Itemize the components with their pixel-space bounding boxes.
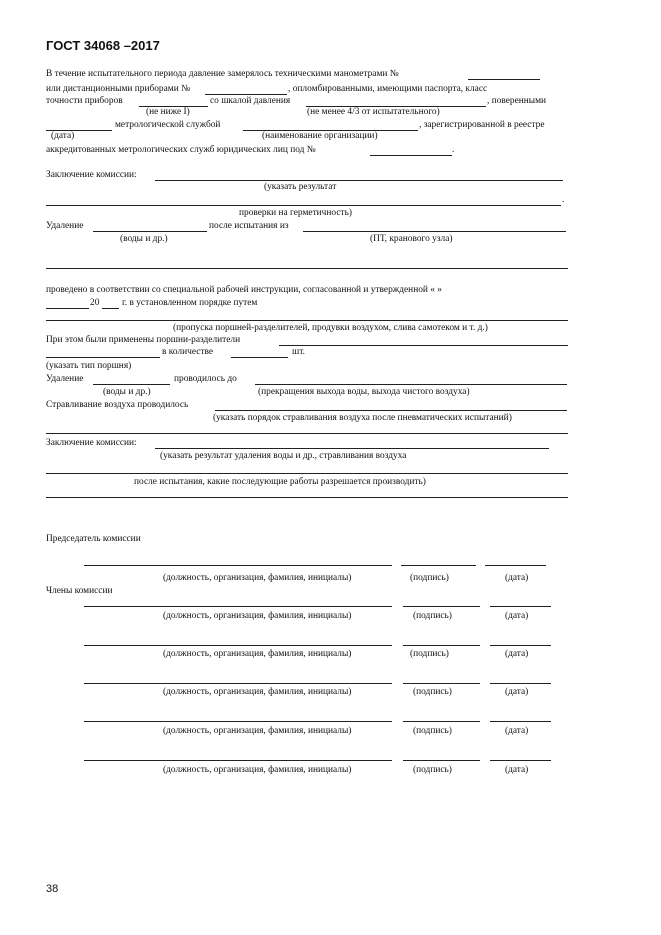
member-3-position-field[interactable] (84, 683, 392, 684)
member-5-date-field[interactable] (490, 760, 551, 761)
chairman-position-field[interactable] (84, 565, 392, 566)
procedure-month-field[interactable] (46, 308, 89, 309)
pressure-line-3c: , поверенными (487, 96, 547, 106)
registry-number-field[interactable] (370, 155, 452, 156)
conclusion-1-field-a[interactable] (155, 180, 563, 181)
pressure-line-4a: метрологической службой (115, 120, 221, 130)
air-release-extra-field[interactable] (46, 433, 568, 434)
conclusion-1-label: Заключение комиссии: (46, 170, 137, 180)
conclusion-2-field-a[interactable] (155, 448, 549, 449)
removal-extra-field[interactable] (46, 268, 568, 269)
chairman-hint-date: (дата) (505, 573, 529, 583)
procedure-method-field[interactable] (46, 320, 568, 321)
member-3-hint-position: (должность, организация, фамилия, инициалы) (163, 687, 352, 697)
hint-water: (воды и др.) (120, 234, 168, 244)
pressure-line-4b: , зарегистрированной в реестре (419, 120, 545, 130)
conclusion-2-hint-2: после испытания, какие последующие работы разрешается производить) (134, 477, 426, 487)
members-label: Члены комиссии (46, 586, 113, 596)
chairman-hint-signature: (подпись) (410, 573, 449, 583)
member-2-signature-field[interactable] (403, 645, 480, 646)
removal-after-test: после испытания из (209, 221, 289, 231)
pigs-used-label: При этом были применены поршни-разделители (46, 335, 241, 345)
member-2-hint-date: (дата) (505, 649, 529, 659)
member-3-date-field[interactable] (490, 683, 551, 684)
member-1-date-field[interactable] (490, 606, 551, 607)
pressure-line-5: аккредитованных метрологических служб юридических лиц под № (46, 145, 316, 155)
pigs-field-a[interactable] (279, 345, 568, 346)
member-5-hint-date: (дата) (505, 765, 529, 775)
hint-pig-type: (указать тип поршня) (46, 361, 132, 371)
hint-air-order: (указать порядок стравливания воздуха после пневматических испытаний) (213, 413, 512, 423)
conclusion-1-field-b[interactable] (46, 205, 561, 206)
chairman-hint-position: (должность, организация, фамилия, инициалы) (163, 573, 352, 583)
member-4-hint-signature: (подпись) (413, 726, 452, 736)
procedure-year-prefix: 20 (90, 298, 100, 308)
page-number: 38 (46, 883, 59, 895)
member-2-position-field[interactable] (84, 645, 392, 646)
member-2-hint-position: (должность, организация, фамилия, инициалы) (163, 649, 352, 659)
manometer-number-field[interactable] (468, 79, 540, 80)
remote-device-number-field[interactable] (205, 94, 287, 95)
pigs-quantity-field[interactable] (231, 357, 288, 358)
pressure-line-2a: или дистанционными приборами № (46, 84, 191, 94)
hint-date: (дата) (51, 131, 75, 141)
member-4-signature-field[interactable] (403, 721, 480, 722)
hint-stop-condition: (прекращения выхода воды, выхода чистого воздуха) (258, 387, 470, 397)
member-4-hint-position: (должность, организация, фамилия, инициалы) (163, 726, 352, 736)
removal-2-label: Удаление (46, 374, 84, 384)
pressure-line-2b: , опломбированными, имеющими паспорта, класс (288, 84, 488, 94)
removal-substance-field[interactable] (93, 231, 207, 232)
hint-pressure-scale: (не менее 4/3 от испытательного) (307, 107, 440, 117)
air-release-field[interactable] (215, 410, 567, 411)
conclusion-1-hint-1: (указать результат (264, 182, 337, 192)
conclusion-2-field-b[interactable] (46, 473, 568, 474)
member-2-date-field[interactable] (490, 645, 551, 646)
procedure-line-2: г. в установленном порядке путем (122, 298, 258, 308)
removal-source-field[interactable] (303, 231, 566, 232)
member-4-hint-date: (дата) (505, 726, 529, 736)
procedure-line-1: проведено в соответствии со специальной рабочей инструкции, согласованной и утвержденной « » (46, 285, 442, 295)
member-4-date-field[interactable] (490, 721, 551, 722)
member-5-hint-position: (должность, организация, фамилия, инициалы) (163, 765, 352, 775)
conclusion-2-label: Заключение комиссии: (46, 438, 137, 448)
air-release-label: Стравливание воздуха проводилось (46, 400, 189, 410)
chairman-date-field[interactable] (485, 565, 546, 566)
period-mark: . (452, 145, 455, 155)
removal-2-substance-field[interactable] (93, 384, 170, 385)
pigs-type-field[interactable] (46, 357, 160, 358)
carried-until-label: проводилось до (174, 374, 237, 384)
chairman-signature-field[interactable] (401, 565, 476, 566)
pressure-line-3a: точности приборов (46, 96, 123, 106)
document-header: ГОСТ 34068 –2017 (46, 38, 160, 53)
member-5-signature-field[interactable] (403, 760, 480, 761)
pieces-label: шт. (292, 347, 305, 357)
hint-organization: (наименование организации) (262, 131, 378, 141)
conclusion-1-hint-2: проверки на герметичность) (239, 208, 352, 218)
conclusion-2-hint-1: (указать результат удаления воды и др., стравливания воздуха (160, 451, 407, 461)
member-3-signature-field[interactable] (403, 683, 480, 684)
conclusion-2-field-c[interactable] (46, 497, 568, 498)
hint-accuracy-class: (не ниже I) (146, 107, 190, 117)
hint-pipeline: (ПТ, кранового узла) (370, 234, 453, 244)
member-1-signature-field[interactable] (403, 606, 480, 607)
member-1-hint-position: (должность, организация, фамилия, инициалы) (163, 611, 352, 621)
member-4-position-field[interactable] (84, 721, 392, 722)
member-1-hint-signature: (подпись) (413, 611, 452, 621)
member-1-hint-date: (дата) (505, 611, 529, 621)
hint-methods: (пропуска поршней-разделителей, продувки воздухом, слива самотеком и т. д.) (173, 323, 488, 333)
removal-label: Удаление (46, 221, 84, 231)
member-5-position-field[interactable] (84, 760, 392, 761)
member-3-hint-signature: (подпись) (413, 687, 452, 697)
member-1-position-field[interactable] (84, 606, 392, 607)
period-mark-2: . (562, 195, 565, 205)
quantity-label: в количестве (162, 347, 214, 357)
pressure-line-3b: со шкалой давления (210, 96, 291, 106)
member-3-hint-date: (дата) (505, 687, 529, 697)
procedure-year-field[interactable] (102, 308, 119, 309)
member-2-hint-signature: (подпись) (410, 649, 449, 659)
removal-2-until-field[interactable] (255, 384, 567, 385)
hint-water-2: (воды и др.) (103, 387, 151, 397)
member-5-hint-signature: (подпись) (413, 765, 452, 775)
chairman-label: Председатель комиссии (46, 534, 141, 544)
pressure-line-1: В течение испытательного периода давление замерялось техническими манометрами № (46, 69, 399, 79)
